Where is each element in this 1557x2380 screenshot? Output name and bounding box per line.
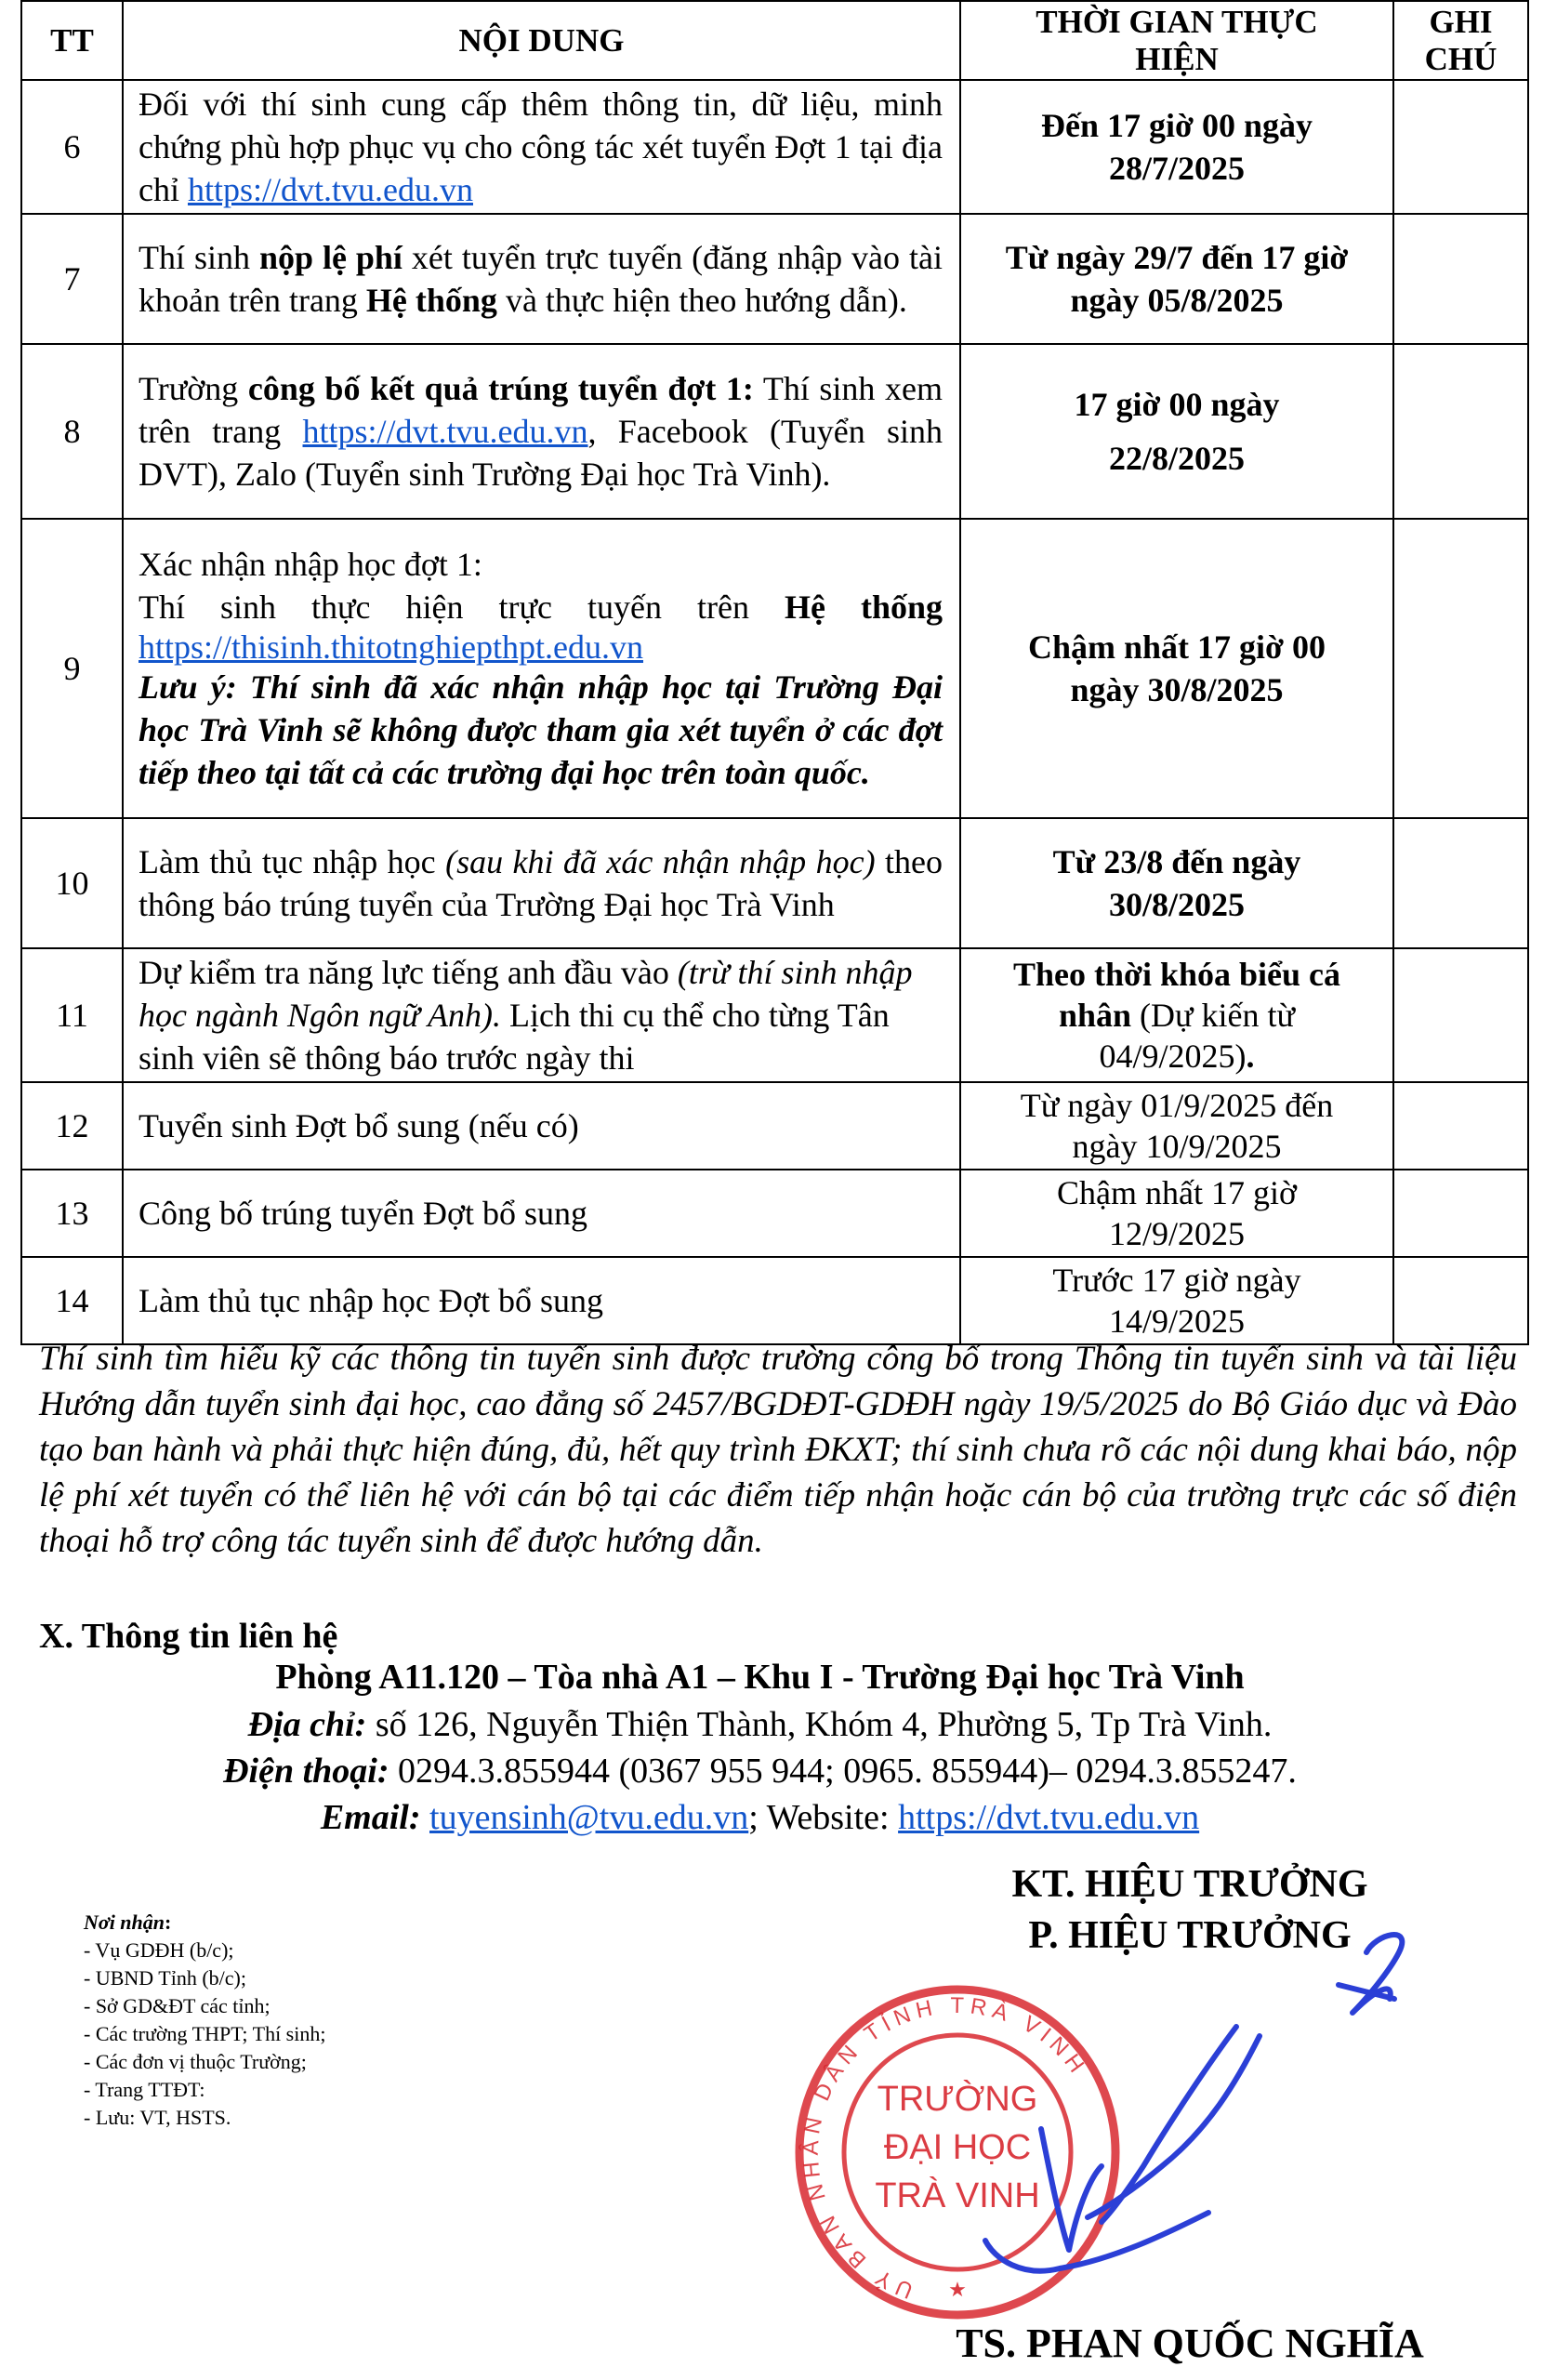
recipient-item: - UBND Tỉnh (b/c);	[84, 1966, 246, 1990]
seal-ring-textpath: UỶ BAN NHÂN DÂN TỈNH TRÀ VINH	[798, 1992, 1092, 2304]
row-content-text: Thí sinh	[139, 239, 259, 276]
row-number: 6	[21, 80, 123, 214]
row-time-text: 17 giờ 00 ngày 30/8/2025	[1070, 628, 1326, 708]
seal-line1: TRƯỜNG	[877, 2080, 1038, 2119]
row-time: Từ ngày 29/7 đến 17 giờ ngày 05/8/2025	[960, 214, 1393, 344]
row-time: Từ 23/8 đến ngày 30/8/2025	[960, 818, 1393, 948]
row-content-text: Đối với thí sinh cung cấp thêm thông tin, dữ liệu, minh chứng phù hợp phục vụ cho công tác xét tuyển Đợt 1 tại địa chỉ	[139, 86, 943, 208]
row-content-line	[139, 586, 943, 628]
row-content-text: Thí sinh xem trên trang	[139, 370, 943, 450]
row-time-line1: 17 giờ 00 ngày	[1074, 386, 1280, 423]
row-content	[123, 344, 960, 519]
table-row	[21, 80, 1528, 214]
row-note	[1393, 344, 1528, 519]
table-row	[21, 948, 1528, 1082]
warning-label: Lưu ý:	[139, 668, 237, 706]
row-content	[123, 214, 960, 344]
row-content-text: Dự kiểm tra năng lực tiếng anh đầu vào	[139, 954, 678, 991]
row-note	[1393, 818, 1528, 948]
table-header-row	[21, 1, 1528, 80]
row-note	[1393, 1170, 1528, 1257]
contact-office: Phòng A11.120 – Tòa nhà A1 – Khu I - Trường Đại học Trà Vinh	[275, 1658, 1245, 1697]
row-number: 9	[21, 519, 123, 818]
row-content	[123, 818, 960, 948]
row-content-warning	[139, 666, 943, 794]
row-time: Từ ngày 01/9/2025 đến ngày 10/9/2025	[960, 1082, 1393, 1170]
recipients-heading-colon: :	[165, 1911, 172, 1934]
row-time	[960, 344, 1393, 519]
row-content-italic: (sau khi đã xác nhận nhập học)	[445, 843, 876, 880]
table-row	[21, 1257, 1528, 1344]
seal-star-icon: ★	[948, 2279, 967, 2302]
row-number: 13	[21, 1170, 123, 1257]
row-time-bold: .	[1246, 1038, 1255, 1075]
recipients-heading-text: Nơi nhận	[84, 1911, 165, 1934]
recipients-block	[84, 1909, 325, 2132]
dvt-link[interactable]: https://dvt.tvu.edu.vn	[187, 171, 473, 208]
sign-title-line2: P. HIỆU TRƯỞNG	[1028, 1914, 1352, 1957]
row-content-line	[139, 628, 943, 666]
contact-phone	[0, 1748, 1538, 1794]
row-number: 14	[21, 1257, 123, 1344]
row-content-bold: nộp lệ phí	[258, 239, 402, 276]
row-time-text: Chậm nhất	[1028, 628, 1198, 666]
row-number: 11	[21, 948, 123, 1082]
recipient-item: - Trang TTĐT:	[84, 2078, 205, 2101]
row-content-text: theo thông báo trúng tuyển của Trường Đại học Trà Vinh	[139, 843, 943, 923]
header-content: NỘI DUNG	[123, 1, 960, 80]
row-note	[1393, 1082, 1528, 1170]
row-time: Trước 17 giờ ngày 14/9/2025	[960, 1257, 1393, 1344]
row-content-bold: Hệ thống	[784, 588, 943, 626]
row-content-text: Làm thủ tục nhập học	[139, 843, 446, 880]
row-content: Công bố trúng tuyển Đợt bổ sung	[123, 1170, 960, 1257]
row-content: Tuyển sinh Đợt bổ sung (nếu có)	[123, 1082, 960, 1170]
website-label: ; Website:	[748, 1798, 899, 1837]
row-content: Làm thủ tục nhập học Đợt bổ sung	[123, 1257, 960, 1344]
phone-text: 0294.3.855944 (0367 955 944; 0965. 855944)– 0294.3.855247.	[389, 1752, 1297, 1791]
recipient-item: - Các trường THPT; Thí sinh;	[84, 2022, 326, 2045]
recipient-item: - Vụ GDĐH (b/c);	[84, 1938, 234, 1962]
row-note	[1393, 214, 1528, 344]
row-time	[960, 948, 1393, 1082]
row-content-text: Trường	[139, 370, 248, 407]
table-row	[21, 214, 1528, 344]
email-link[interactable]: tuyensinh@tvu.edu.vn	[429, 1798, 749, 1837]
website-link[interactable]: https://dvt.tvu.edu.vn	[898, 1798, 1200, 1837]
row-content-italic: (trừ thí sinh nhập học ngành Ngôn ngữ Anh).	[139, 954, 913, 1034]
warning-text: Thí sinh đã xác nhận nhập học tại Trường Đại học Trà Vinh sẽ không được tham gia xét tuyển ở các đợt tiếp theo tại tất cả các trường đại học trên toàn quốc.	[139, 668, 943, 791]
sign-title-line1: KT. HIỆU TRƯỞNG	[1011, 1863, 1368, 1906]
row-content-text: , Facebook (Tuyển sinh DVT), Zalo (Tuyển sinh Trường Đại học Trà Vinh).	[139, 413, 943, 493]
row-time	[960, 519, 1393, 818]
recipient-item: - Các đơn vị thuộc Trường;	[84, 2050, 307, 2073]
table-row	[21, 818, 1528, 948]
recipients-heading	[84, 1909, 325, 1937]
seal-line3: TRÀ VINH	[875, 2176, 1040, 2215]
schedule-table	[20, 0, 1529, 1345]
header-tt: TT	[21, 1, 123, 80]
thisinh-link[interactable]: https://thisinh.thitotnghiepthpt.edu.vn	[139, 628, 644, 666]
row-time-line2: 22/8/2025	[1108, 440, 1245, 477]
table-row	[21, 519, 1528, 818]
phone-label: Điện thoại:	[223, 1752, 389, 1791]
row-note	[1393, 1257, 1528, 1344]
handwritten-signature	[930, 1897, 1450, 2287]
guidance-paragraph: Thí sinh tìm hiểu kỹ các thông tin tuyển sinh được trường công bố trong Thông tin tuyển sinh và tài liệu Hướng dẫn tuyển sinh đại học, cao đẳng số 2457/BGDĐT-GDĐH ngày 19/5/2025 do Bộ Giáo dục và Đào tạo ban hành và phải thực hiện đúng, đủ, hết quy trình ĐKXT; thí sinh chưa rõ các nội dung khai báo, nộp lệ phí xét tuyển có thể liên hệ với cán bộ tại các điểm tiếp nhận hoặc cán bộ của trường trực các số điện thoại hỗ trợ công tác tuyển sinh để được hướng dẫn.	[39, 1340, 1517, 1560]
table-row	[21, 344, 1528, 519]
row-content-text: Lịch thi cụ thể cho từng Tân sinh viên sẽ thông báo trước ngày thi	[139, 997, 890, 1077]
row-content-text: xét tuyển trực tuyến (đăng nhập vào tài khoản trên trang	[139, 239, 943, 319]
recipient-item: - Lưu: VT, HSTS.	[84, 2106, 231, 2129]
row-content-bold: Hệ thống	[365, 282, 497, 319]
header-note: GHI CHÚ	[1393, 1, 1528, 80]
section-title: X. Thông tin liên hệ	[39, 1617, 338, 1656]
recipient-item: - Sở GD&ĐT các tỉnh;	[84, 1994, 270, 2017]
row-number: 12	[21, 1082, 123, 1170]
row-note	[1393, 519, 1528, 818]
contact-email-web	[0, 1794, 1538, 1841]
seal-line2: ĐẠI HỌC	[883, 2128, 1032, 2167]
header-time: THỜI GIAN THỰC HIỆN	[960, 1, 1393, 80]
signer-name: TS. PHAN QUỐC NGHĨA	[956, 2320, 1424, 2366]
row-time: Đến 17 giờ 00 ngày 28/7/2025	[960, 80, 1393, 214]
row-content-bold: công bố kết quả trúng tuyển đợt 1:	[247, 370, 754, 407]
row-note	[1393, 948, 1528, 1082]
row-note	[1393, 80, 1528, 214]
row-number: 8	[21, 344, 123, 519]
email-label: Email:	[320, 1798, 421, 1837]
row-time: Chậm nhất 17 giờ 12/9/2025	[960, 1170, 1393, 1257]
row-content-text: và thực hiện theo hướng dẫn).	[496, 282, 907, 319]
dvt-link[interactable]: https://dvt.tvu.edu.vn	[302, 413, 588, 450]
table-row	[21, 1170, 1528, 1257]
row-content-line: Xác nhận nhập học đợt 1:	[139, 546, 482, 583]
row-content	[123, 948, 960, 1082]
row-time-text: (Dự kiến từ 04/9/2025)	[1099, 997, 1296, 1075]
address-label: Địa chỉ:	[247, 1705, 367, 1744]
row-content-text: Thí sinh thực hiện trực tuyến trên	[139, 588, 785, 626]
table-row	[21, 1082, 1528, 1170]
address-text: số 126, Nguyễn Thiện Thành, Khóm 4, Phường 5, Tp Trà Vinh.	[366, 1705, 1273, 1744]
row-number: 10	[21, 818, 123, 948]
contact-address	[0, 1701, 1538, 1748]
row-number: 7	[21, 214, 123, 344]
row-time-bold: Theo thời khóa biểu cá nhân	[1012, 956, 1340, 1034]
row-content	[123, 519, 960, 818]
row-content	[123, 80, 960, 214]
